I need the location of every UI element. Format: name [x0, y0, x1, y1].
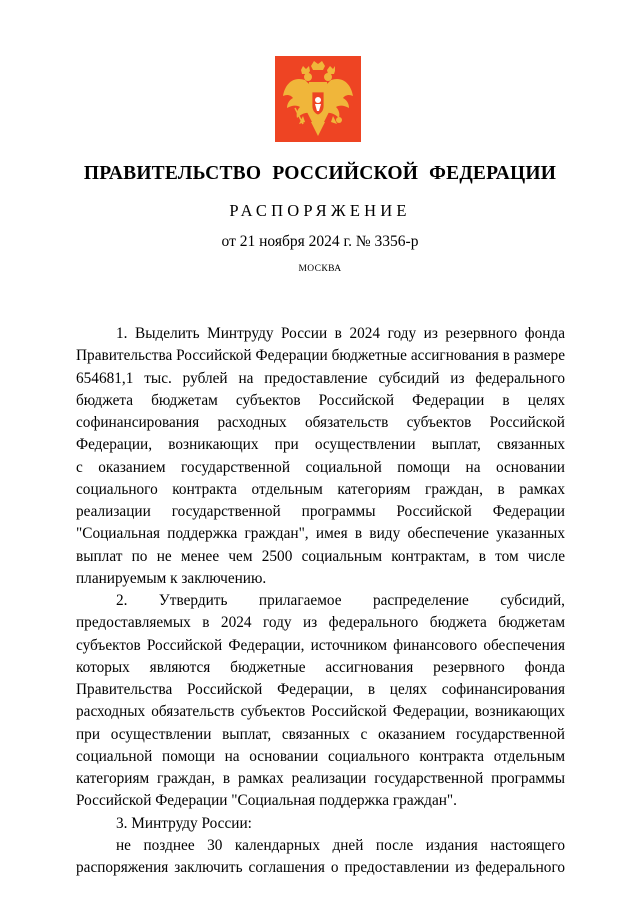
body-line: социальной помощи на основании социального контракта отдельным: [76, 747, 565, 765]
document-date-number: от 21 ноября 2024 г. № 3356-р: [221, 233, 419, 250]
government-title: ПРАВИТЕЛЬСТВО РОССИЙСКОЙ ФЕДЕРАЦИИ: [83, 163, 557, 184]
body-line: Российской Федерации "Социальная поддержка граждан".: [76, 792, 458, 810]
body-line: социального контракта отдельным категориям граждан, в рамках: [76, 480, 565, 498]
body-line: Правительства Российской Федерации, в целях софинансирования: [76, 681, 565, 698]
body-line: с оказанием государственной социальной помощи на основании: [76, 458, 565, 476]
body-line: 2. Утвердить прилагаемое распределение субсидий,: [116, 592, 565, 609]
coat-of-arms-emblem: [275, 56, 361, 142]
body-line: при осуществлении выплат, связанных с оказанием государственной: [76, 725, 565, 743]
body-line: реализации государственной программы Российской Федерации: [76, 503, 565, 520]
body-line: не позднее 30 календарных дней после издания настоящего: [116, 836, 565, 854]
document-body: [76, 323, 565, 879]
body-line: 654681,1 тыс. рублей на предоставление субсидий из федерального: [76, 369, 565, 387]
body-line: предоставляемых в 2024 году из федерального бюджета бюджетам: [76, 614, 565, 632]
body-line: которых являются бюджетные ассигнования резервного фонда: [76, 658, 565, 676]
body-line: софинансирования расходных обязательств субъектов Российской: [76, 414, 565, 431]
body-line: 1. Выделить Минтруду России в 2024 году из резервного фонда: [116, 325, 565, 342]
body-line: 3. Минтруду России:: [116, 814, 252, 832]
body-line: субъектов Российской Федерации, источником финансового обеспечения: [76, 636, 565, 654]
body-line: Федерации, возникающих при осуществлении выплат, связанных: [76, 436, 565, 454]
body-line: выплат по не менее чем 2500 социальным контрактам, в том числе: [76, 547, 565, 565]
body-line: расходных обязательств субъектов Российской Федерации, возникающих: [76, 703, 565, 721]
document-city: МОСКВА: [298, 264, 342, 274]
body-line: бюджета бюджетам субъектов Российской Федерации в целях: [76, 391, 565, 409]
body-line: планируемым к заключению.: [76, 569, 267, 587]
body-line: категориям граждан, в рамках реализации государственной программы: [76, 770, 565, 787]
body-line: Правительства Российской Федерации бюджетные ассигнования в размере: [76, 347, 565, 365]
body-line: распоряжения заключить соглашения о предоставлении из федерального: [76, 859, 565, 876]
document-type: РАСПОРЯЖЕНИЕ: [229, 201, 411, 220]
body-line: "Социальная поддержка граждан", имея в виду обеспечение указанных: [76, 525, 565, 543]
